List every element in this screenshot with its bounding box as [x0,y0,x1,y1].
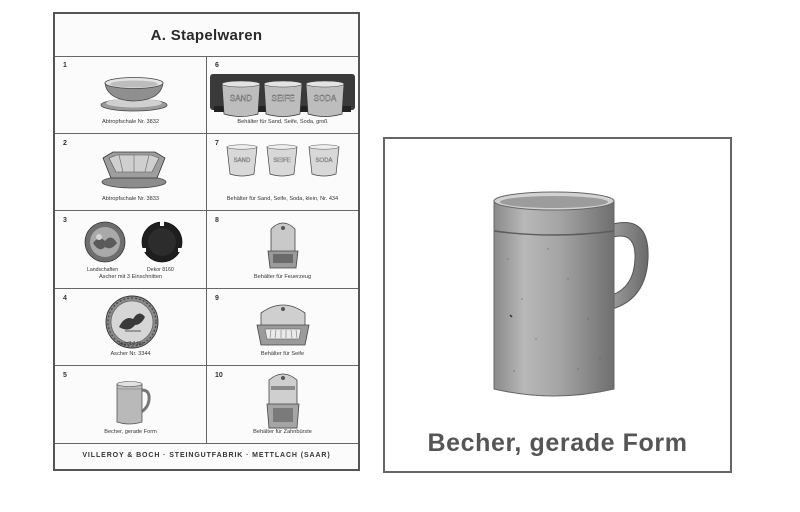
drip-bowl-illustration [99,76,169,114]
catalog-grid [55,56,358,444]
catalog-title: A. Stapelwaren [55,14,358,57]
small-label-soda: SODA [315,157,333,164]
item-number: 6 [215,62,219,69]
item-number: 4 [63,294,67,302]
detail-caption: Becher, gerade Form [427,429,688,457]
toothbrush-holder-illustration [265,372,301,430]
item-caption: Ascher mit 3 Einschnitten [98,273,163,280]
small-label-seife: SEIFE [273,157,291,164]
rack-label-sand: SAND [229,94,253,103]
item-caption: Behälter für Seife [260,351,305,358]
catalog-item-9 [207,289,358,367]
catalog-item-10 [207,366,358,444]
catalog-item-1 [55,56,207,134]
item-caption: Behälter für Sand, Seife, Soda, klein, Nr. 434 [226,196,339,203]
container-rack-large-illustration [210,74,355,120]
catalog-item-5 [55,366,207,444]
item-number: 3 [63,217,67,225]
soap-holder-illustration [255,301,311,347]
ashtray-decor-illustration [141,221,183,263]
item-caption: Behälter für Feuerzeug [253,273,312,280]
item-number: 2 [63,139,67,147]
catalog-item-4 [55,289,207,367]
mug-detail-illustration [488,189,658,404]
sub-label-landscapes: Landschaften [87,267,119,274]
sub-label-decor: Dekor 8160 [147,267,174,274]
small-label-sand: SAND [233,157,251,164]
catalog-page [53,12,360,471]
item-caption: Behälter für Zahnbürste [253,428,312,435]
rack-label-seife: SEIFE [271,94,295,103]
ashtray-landscape-illustration [83,221,127,263]
catalog-item-3 [55,211,207,289]
sub-label-hunting: Jagdbilder [117,341,144,348]
item-number: 8 [215,217,219,225]
item-number: 5 [63,372,67,380]
octagonal-bowl-illustration [99,150,169,190]
item-caption: Ascher Nr. 3344 [110,351,151,358]
lighter-holder-illustration [265,219,301,271]
item-caption: Abtropfschale Nr. 3832 [102,118,159,125]
catalog-item-6 [207,56,358,134]
catalog-item-2 [55,134,207,212]
detail-panel [383,137,732,473]
item-number: 10 [215,372,223,380]
item-number: 9 [215,294,219,302]
mug-small-illustration [113,380,151,426]
container-set-small-illustration [225,144,343,178]
catalog-item-8 [207,211,358,289]
item-caption: Abtropfschale Nr. 3833 [102,196,159,203]
catalog-footer: VILLEROY & BOCH · STEINGUTFABRIK · METTLACH (SAAR) [82,452,331,459]
catalog-item-7 [207,134,358,212]
item-number: 1 [63,62,67,69]
rack-label-soda: SODA [313,94,337,103]
item-caption: Becher, gerade Form [104,428,157,435]
item-number: 7 [215,139,219,147]
item-caption: Behälter für Sand, Seife, Soda, groß [237,118,328,125]
